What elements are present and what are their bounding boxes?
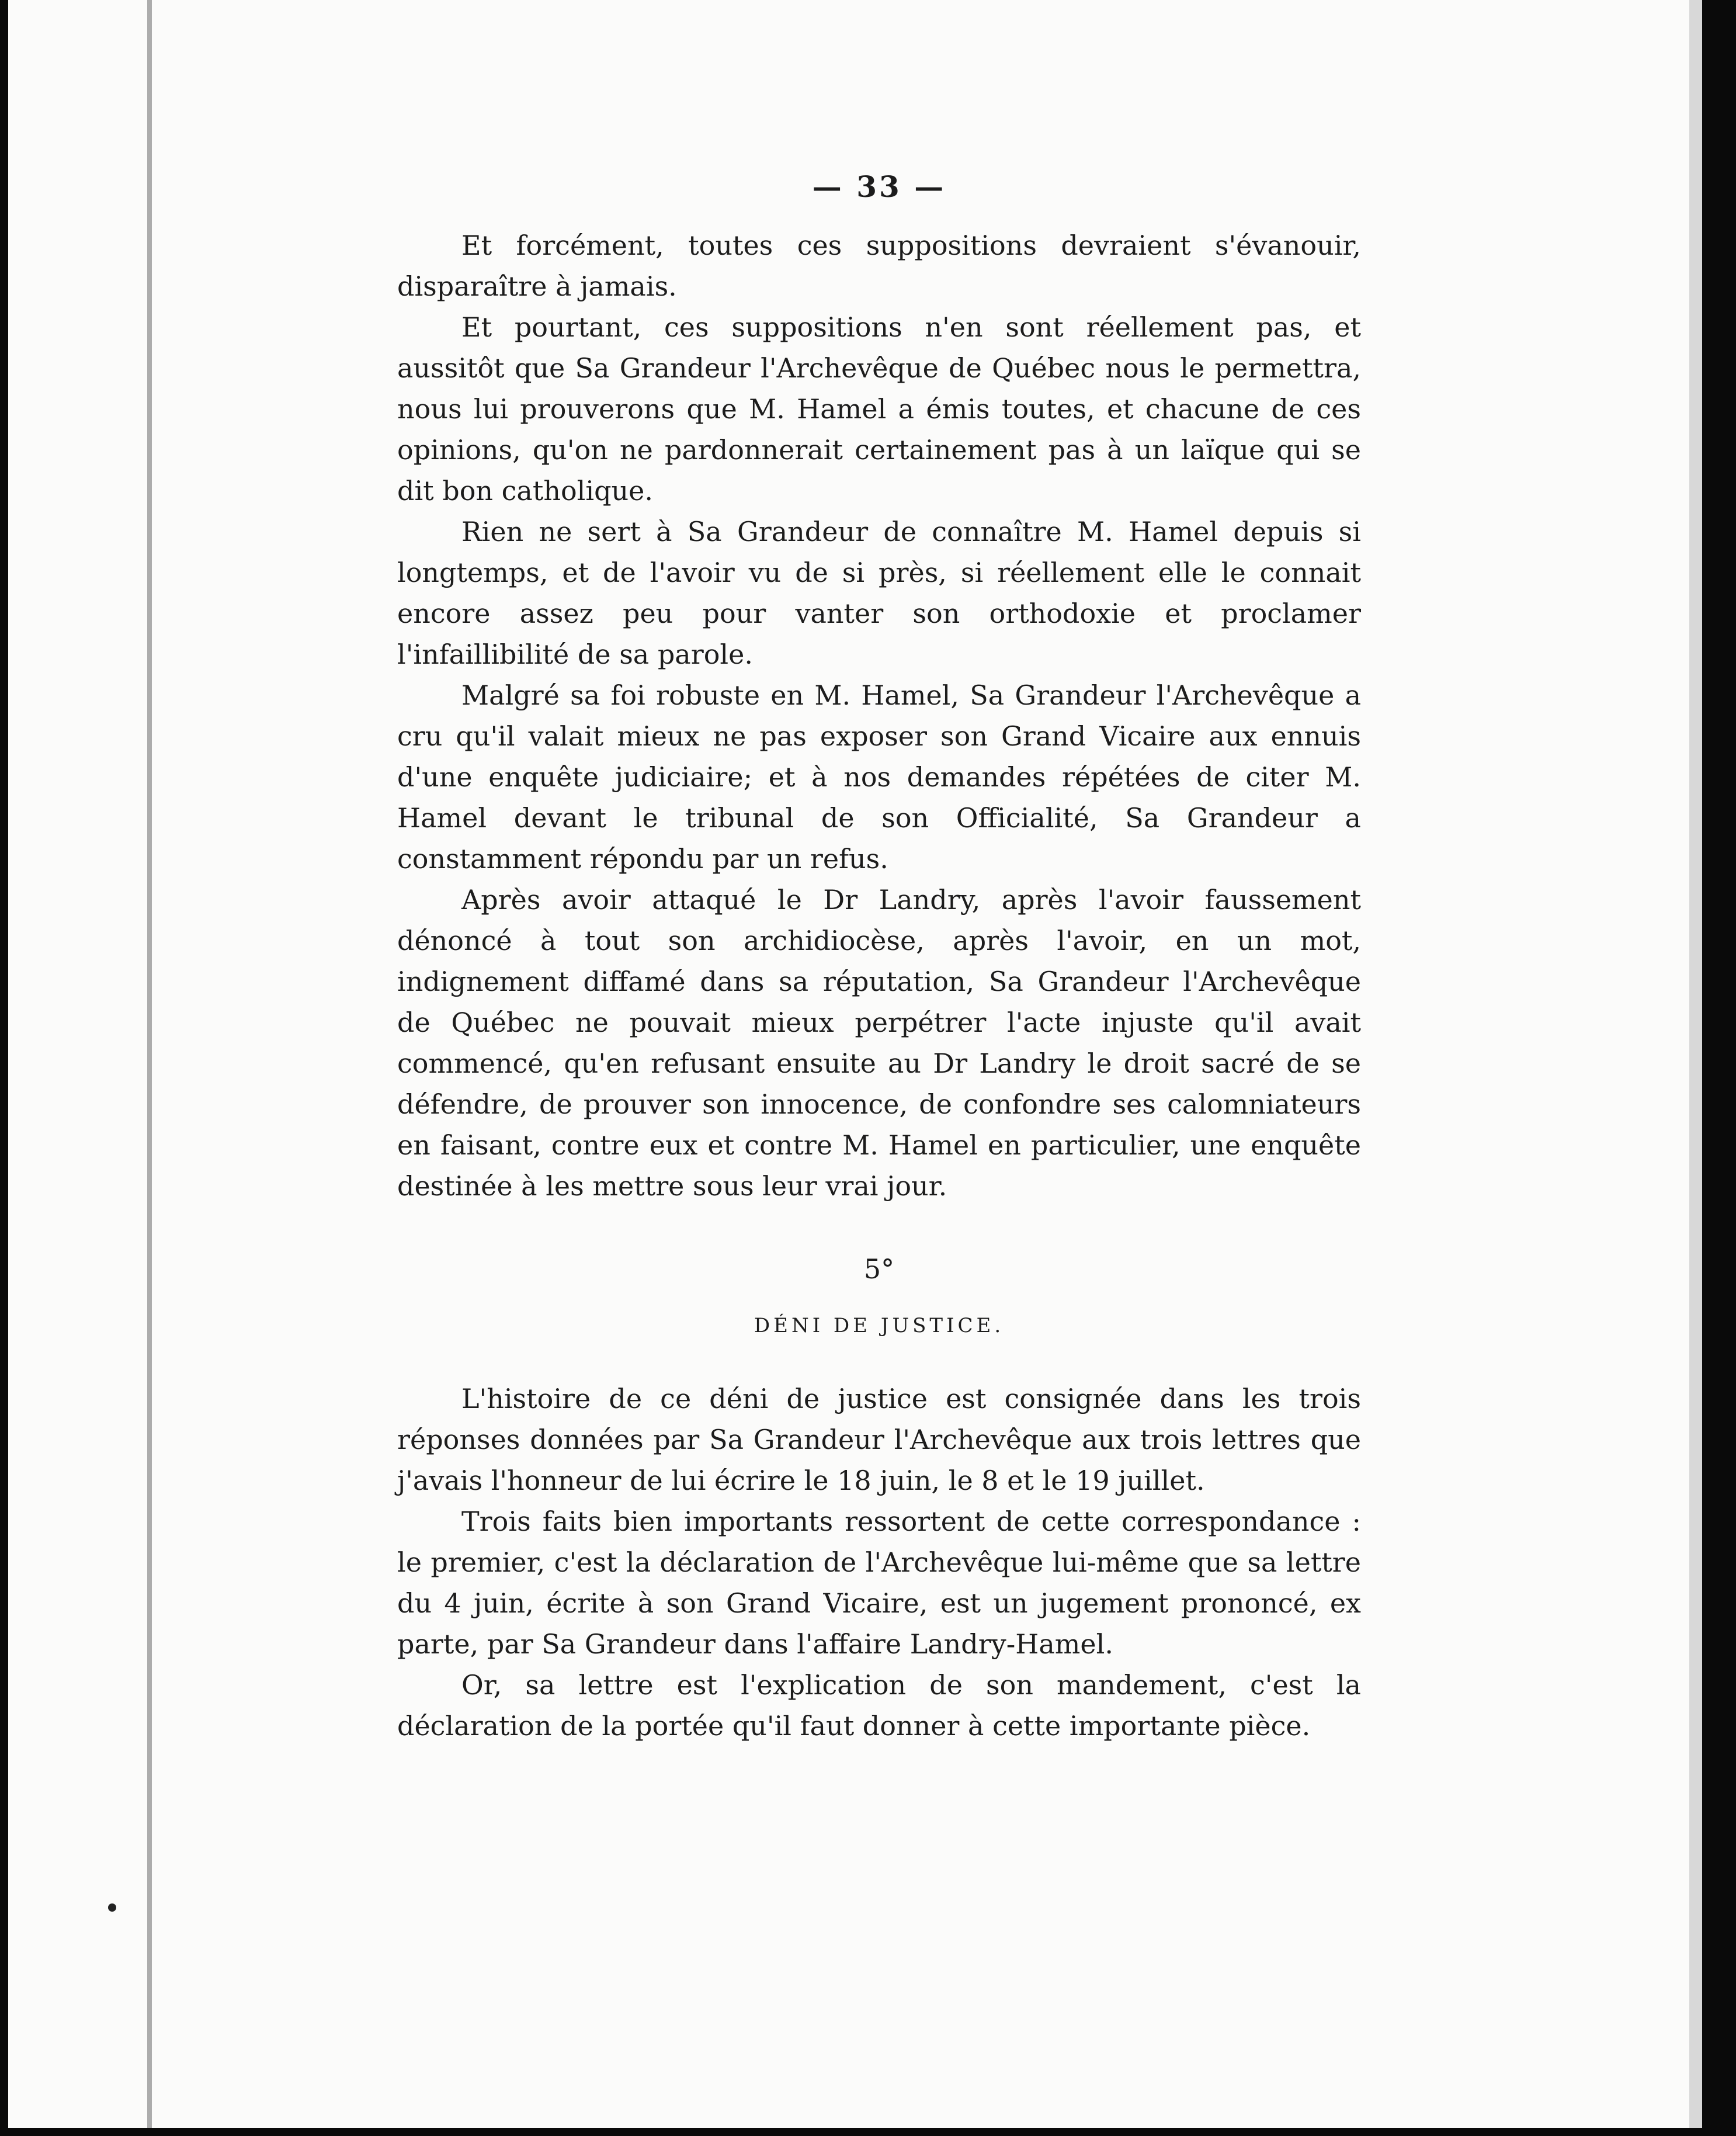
page-gutter-shadow <box>147 0 152 2136</box>
paragraph: Trois faits bien importants ressortent de cette correspondance : le premier, c'est la déclaration de l'Archevêque lui-même que sa lettre du 4 juin, écrite à son Grand Vicaire, est un jugement prononcé, ex parte, par Sa Grandeur dans l'affaire Landry-Hamel. <box>397 1506 1361 1660</box>
paragraph: Malgré sa foi robuste en M. Hamel, Sa Grandeur l'Archevêque a cru qu'il valait mieux ne pas exposer son Grand Vicaire aux ennuis d'une enquête judiciaire; et à nos demandes répétées de citer M. Hamel devant le tribunal de son Officialité, Sa Grandeur a constamment répondu par un refus. <box>397 679 1361 875</box>
paragraph: Et pourtant, ces suppositions n'en sont réellement pas, et aussitôt que Sa Grandeur l'Archevêque de Québec nous le permettra, nous lui prouverons que M. Hamel a émis toutes, et chacune de ces opinions, qu'on ne pardonnerait certainement pas à un laïque qui se dit bon catholique. <box>397 311 1361 507</box>
paragraph: Or, sa lettre est l'explication de son mandement, c'est la déclaration de la portée qu'il faut donner à cette importante pièce. <box>397 1669 1361 1742</box>
paragraph: Après avoir attaqué le Dr Landry, après l'avoir faussement dénoncé à tout son archidiocèse, après l'avoir, en un mot, indignement diffamé dans sa réputation, Sa Grandeur l'Archevêque de Québec ne pouvait mieux perpétrer l'acte injuste qu'il avait commencé, qu'en refusant ensuite au Dr Landry le droit sacré de se défendre, de prouver son innocence, de confondre ses calomniateurs en faisant, contre eux et contre M. Hamel en particulier, une enquête destinée à les mettre sous leur vrai jour. <box>397 884 1361 1202</box>
section-heading: DÉNI DE JUSTICE. <box>754 1314 1005 1337</box>
scan-border-left <box>0 0 8 2136</box>
page-number: — 33 — <box>812 169 946 204</box>
paragraph: L'histoire de ce déni de justice est consignée dans les trois réponses données par Sa Grandeur l'Archevêque aux trois lettres que j'avais l'honneur de lui écrire le 18 juin, le 8 et le 19 juillet. <box>397 1383 1361 1496</box>
scan-speck <box>108 1903 116 1912</box>
document-page <box>397 169 1361 1746</box>
scan-border-bottom <box>0 2128 1736 2136</box>
paragraph: Et forcément, toutes ces suppositions devraient s'évanouir, disparaître à jamais. <box>397 230 1361 302</box>
section-number: 5° <box>863 1253 895 1285</box>
paragraph: Rien ne sert à Sa Grandeur de connaître M. Hamel depuis si longtemps, et de l'avoir vu de si près, si réellement elle le connait encore assez peu pour vanter son orthodoxie et proclamer l'infaillibilité de sa parole. <box>397 516 1361 670</box>
scan-border-right <box>1702 0 1736 2136</box>
page-edge-right <box>1689 0 1702 2136</box>
